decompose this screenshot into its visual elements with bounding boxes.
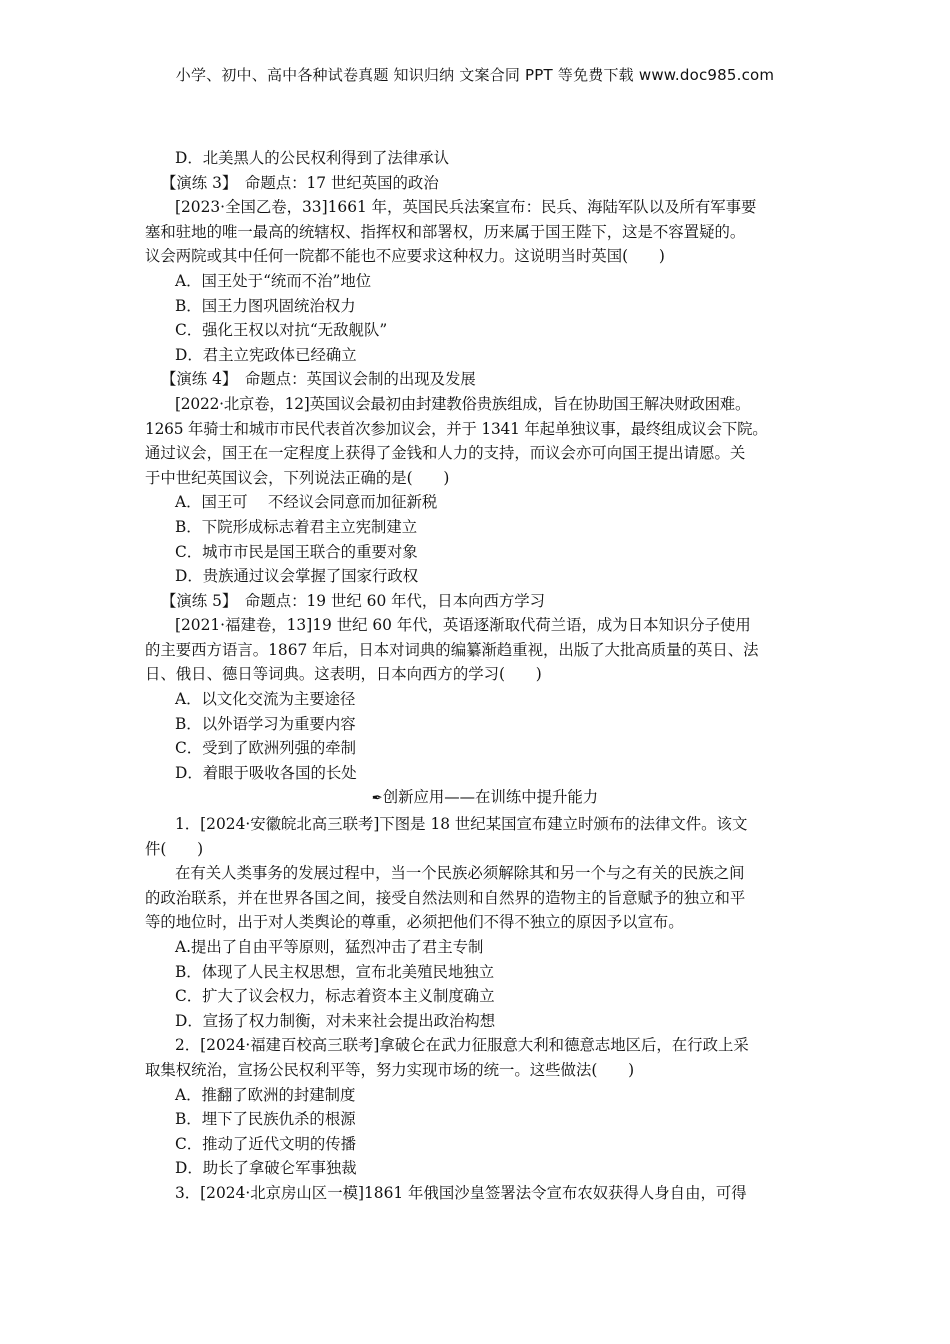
pen-nib-icon: ✒ xyxy=(371,791,383,807)
text-line: 议会两院或其中任何一院都不能也不应要求这种权力。这说明当时英国( ) xyxy=(145,247,665,266)
text-line: 于中世纪英国议会，下列说法正确的是( ) xyxy=(145,468,450,487)
question-line: 3．[2024·北京房山区一模]1861 年俄国沙皇签署法令宣布农奴获得人身自由，可得 xyxy=(175,1183,747,1202)
option-line: A．推翻了欧洲的封建制度 xyxy=(175,1085,356,1104)
text-line: 塞和驻地的唯一最高的统辖权、指挥权和部署权，历来属于国王陛下，这是不容置疑的。 xyxy=(145,222,746,241)
text-line: 通过议会，国王在一定程度上获得了金钱和人力的支持，而议会亦可向国王提出请愿。关 xyxy=(145,444,746,463)
text-line: 日、俄日、德日等词典。这表明，日本向西方的学习( ) xyxy=(145,665,542,684)
option-line: B．下院形成标志着君主立宪制建立 xyxy=(175,517,418,536)
option-line: C．扩大了议会权力，标志着资本主义制度确立 xyxy=(175,987,495,1006)
section-heading: 【演练 3】 命题点：17 世纪英国的政治 xyxy=(161,173,439,192)
option-line: B．国王力图巩固统治权力 xyxy=(175,296,356,315)
quote-line: 在有关人类事务的发展过程中，当一个民族必须解除其和另一个与之有关的民族之间 xyxy=(175,864,745,883)
text-line: D．北美黑人的公民权利得到了法律承认 xyxy=(175,149,449,167)
section-heading: 【演练 5】 命题点：19 世纪 60 年代，日本向西方学习 xyxy=(161,591,546,610)
option-line: A．国王处于“统而不治”地位 xyxy=(175,271,372,290)
question-line: 1．[2024·安徽皖北高三联考]下图是 18 世纪某国宣布建立时颁布的法律文件。该文 xyxy=(175,815,748,834)
page-header: 小学、初中、高中各种试卷真题 知识归纳 文案合同 PPT 等免费下载 www.doc985.com xyxy=(175,66,775,84)
option-line: C．推动了近代文明的传播 xyxy=(175,1134,357,1153)
option-line: B．以外语学习为重要内容 xyxy=(175,714,356,733)
option-line: A．以文化交流为主要途径 xyxy=(175,690,356,709)
section-banner xyxy=(145,785,825,812)
option-line: C．城市市民是国王联合的重要对象 xyxy=(175,542,418,561)
option-line: C．受到了欧洲列强的牵制 xyxy=(175,739,357,758)
text-line: [2023·全国乙卷，33]1661 年，英国民兵法案宣布：民兵、海陆军队以及所有军事要 xyxy=(175,198,757,217)
text-line: 件( ) xyxy=(145,839,204,858)
quote-line: 的政治联系，并在世界各国之间，接受自然法则和自然界的造物主的旨意赋予的独立和平 xyxy=(145,888,746,907)
option-line: B．埋下了民族仇杀的根源 xyxy=(175,1110,356,1129)
option-line: C．强化王权以对抗“无敌舰队” xyxy=(175,321,388,340)
text-line: [2021·福建卷，13]19 世纪 60 年代，英语逐渐取代荷兰语，成为日本知识分子使用 xyxy=(175,616,751,635)
text-line: 取集权统治，宣扬公民权利平等，努力实现市场的统一。这些做法( ) xyxy=(145,1060,635,1079)
option-line: D．君主立宪政体已经确立 xyxy=(175,345,357,364)
section-banner-label: 创新应用——在训练中提升能力 xyxy=(382,788,599,807)
option-line: D．助长了拿破仑军事独裁 xyxy=(175,1159,357,1178)
text-line: 的主要西方语言。1867 年后，日本对词典的编纂渐趋重视，出版了大批高质量的英日、法 xyxy=(145,640,759,659)
option-line: D．宣扬了权力制衡，对未来社会提出政治构想 xyxy=(175,1011,496,1030)
section-heading: 【演练 4】 命题点：英国议会制的出现及发展 xyxy=(161,370,476,389)
option-line: A．国王可 不经议会同意而加征新税 xyxy=(175,493,438,512)
option-line: D．着眼于吸收各国的长处 xyxy=(175,763,357,782)
option-line: B．体现了人民主权思想，宣布北美殖民地独立 xyxy=(175,962,495,981)
question-line: 2．[2024·福建百校高三联考]拿破仑在武力征服意大利和德意志地区后，在行政上采 xyxy=(175,1036,749,1055)
text-line: 1265 年骑士和城市市民代表首次参加议会，并于 1341 年起单独议事，最终组成议会下院。 xyxy=(145,419,768,438)
quote-line: 等的地位时，出于对人类舆论的尊重，必须把他们不得不独立的原因予以宣布。 xyxy=(145,913,684,932)
text-line: [2022·北京卷，12]英国议会最初由封建教俗贵族组成，旨在协助国王解决财政困难。 xyxy=(175,394,751,413)
option-line: D．贵族通过议会掌握了国家行政权 xyxy=(175,567,419,586)
option-line: A.提出了自由平等原则，猛烈冲击了君主专制 xyxy=(175,938,484,956)
document-body xyxy=(145,146,825,1206)
